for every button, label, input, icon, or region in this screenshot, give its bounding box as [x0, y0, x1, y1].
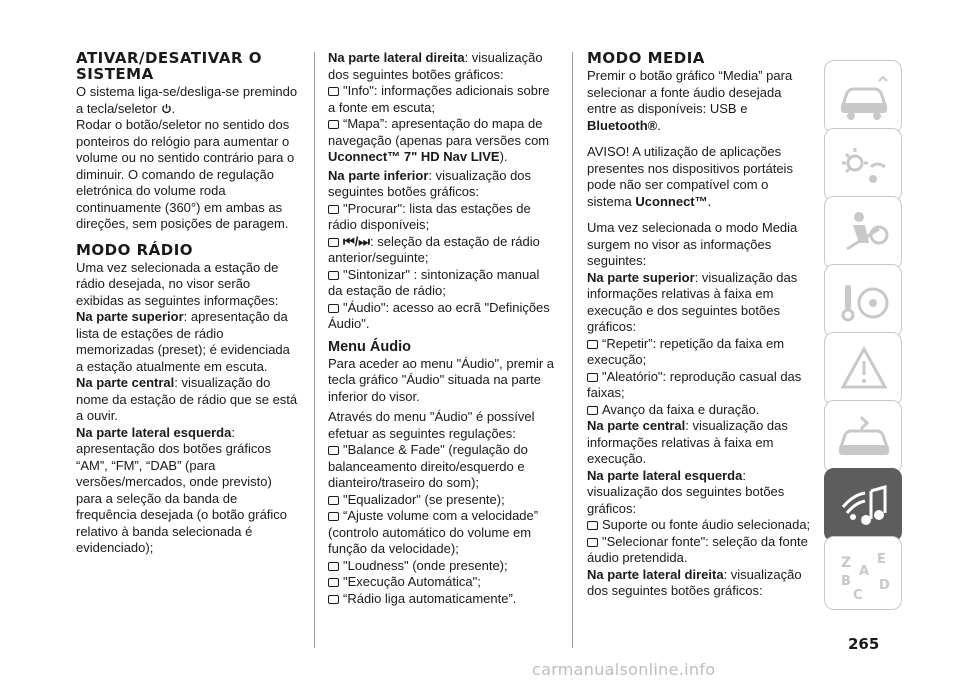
bullet-icon — [328, 578, 339, 587]
tab-driving[interactable] — [824, 264, 902, 338]
bullet-icon — [587, 340, 598, 349]
list-item — [328, 574, 556, 591]
list-item — [328, 234, 556, 267]
column-left — [76, 50, 298, 557]
paragraph — [587, 468, 813, 518]
list-item-text: : seleção da estação de rádio anterior/seguinte; — [328, 233, 540, 265]
list-item-text: "Áudio": acesso ao ecrã "Definições Áudio". — [328, 299, 550, 331]
list-item-text: “Repetir”: repetição da faixa em execução; — [587, 335, 785, 367]
bold-label: Uconnect™ — [635, 193, 708, 209]
list-item-text: “Ajuste volume com a velocidade” (controlo automático do volume em função da velocidade); — [328, 508, 539, 556]
list-item-text: ). — [499, 149, 508, 164]
bullet-icon — [328, 120, 339, 129]
tab-multimedia[interactable] — [824, 468, 902, 542]
tab-emergency[interactable] — [824, 332, 902, 406]
paragraph-text: : visualização dos seguintes botões gráficos: — [587, 467, 785, 516]
paragraph-text: . — [707, 193, 712, 209]
bold-label: Uconnect™ 7" HD Nav LIVE — [328, 149, 500, 164]
airbag-icon — [833, 205, 895, 263]
section-heading-system-on-off: ATIVAR/DESATIVAR O SISTEMA — [76, 49, 262, 83]
paragraph — [76, 309, 298, 375]
tab-safety[interactable] — [824, 196, 902, 270]
column-right — [587, 50, 813, 600]
list-item-text: "Aleatório": reprodução casual das faixas; — [587, 368, 802, 400]
column-middle — [328, 50, 556, 607]
bold-label: Na parte lateral esquerda — [587, 467, 743, 483]
list-item-text: “Mapa”: apresentação do mapa de navegação (apenas para versões com — [328, 116, 550, 148]
car-service-icon — [833, 409, 895, 467]
list-item-text: "Procurar": lista das estações de rádio disponíveis; — [328, 200, 531, 232]
tab-maintenance[interactable] — [824, 400, 902, 474]
index-letter-c: C — [853, 588, 863, 603]
bullet-icon — [328, 512, 339, 521]
list-item-text: "Balance & Fade" (regulação do balanceamento direito/esquerdo e dianteiro/traseiro do som); — [328, 442, 528, 490]
bullet-icon — [328, 446, 339, 455]
bullet-icon — [587, 406, 598, 415]
list-item — [328, 591, 556, 608]
list-item — [587, 402, 813, 419]
list-item-text: Suporte ou fonte áudio selecionada; — [602, 517, 811, 532]
bullet-icon — [587, 373, 598, 382]
paragraph-text: : visualização dos seguintes botões gráficos: — [328, 50, 543, 82]
key-steering-icon — [833, 273, 895, 331]
bold-label: Na parte superior — [587, 269, 695, 285]
paragraph: Para aceder ao menu "Áudio", premir a tecla gráfico "Áudio" situada na parte inferior do visor. — [328, 355, 555, 404]
section-heading-radio-mode: MODO RÁDIO — [76, 240, 194, 259]
bullet-icon — [328, 271, 339, 280]
list-item-text: "Equalizador" (se presente); — [343, 491, 505, 507]
bold-label: Na parte central — [587, 418, 686, 433]
paragraph — [587, 567, 813, 600]
list-item — [587, 534, 813, 567]
bold-label: Na parte lateral esquerda — [76, 424, 232, 440]
list-item — [328, 201, 556, 234]
list-item — [587, 369, 813, 402]
paragraph — [76, 375, 298, 425]
list-item — [328, 116, 556, 166]
list-item — [328, 442, 556, 492]
paragraph-text: : apresentação da lista de estações de rádio memorizadas (preset); é evidenciada a estação atualmente em escuta. — [76, 309, 290, 374]
bullet-icon — [328, 562, 339, 571]
list-item-text: “Rádio liga automaticamente”. — [343, 590, 517, 606]
paragraph-text: . — [171, 100, 176, 116]
paragraph-text: : visualização dos seguintes botões gráficos: — [328, 167, 532, 199]
paragraph-text: AVISO! A utilização de aplicações presentes nos dispositivos portáteis pode não ser compatível com o sistema — [587, 144, 793, 209]
list-item — [328, 267, 556, 300]
bold-label: Na parte inferior — [328, 167, 429, 183]
list-item — [328, 492, 556, 509]
bullet-icon — [328, 87, 339, 96]
power-icon — [161, 103, 172, 114]
paragraph — [76, 84, 298, 117]
bold-label: Na parte central — [76, 375, 175, 390]
bold-label: Na parte superior — [76, 309, 184, 324]
watermark: carmanualsonline.info — [532, 660, 716, 679]
dashboard-lights-icon — [833, 137, 895, 195]
index-letter-z: Z — [841, 555, 852, 571]
list-item — [587, 517, 813, 534]
list-item-text: Avanço da faixa e duração. — [602, 401, 760, 417]
section-heading-media-mode: MODO MEDIA — [587, 49, 705, 67]
list-item — [328, 508, 556, 558]
multimedia-icon — [833, 477, 895, 535]
paragraph — [587, 418, 813, 468]
paragraph-text: : visualização das informações relativas à faixa em execução e dos seguintes botões gráficos: — [587, 269, 798, 334]
page-number: 265 — [848, 635, 880, 653]
bullet-icon — [328, 496, 339, 505]
paragraph-text: O sistema liga-se/desliga-se premindo a tecla/seletor — [76, 84, 298, 116]
paragraph-text: : visualização das informações relativas à faixa em execução. — [587, 418, 788, 466]
chapter-tabs — [824, 60, 902, 610]
warning-paragraph — [587, 144, 813, 210]
paragraph-text: : visualização dos seguintes botões gráficos: — [587, 566, 802, 598]
paragraph: Uma vez selecionada o modo Media surgem no visor as informações seguintes: — [587, 220, 798, 268]
index-letter-a: A — [859, 564, 870, 579]
paragraph — [587, 68, 813, 134]
paragraph: Rodar o botão/seletor no sentido dos ponteiros do relógio para aumentar o volume ou no sentido contrário para o diminuir. O comando de regulação eletrónica do volume roda continuamente (360°) em ambas as direções, sem posições de paragem. — [76, 117, 295, 231]
list-item-text: "Loudness" (onde presente); — [343, 557, 508, 573]
bold-label: Na parte lateral direita — [328, 50, 465, 65]
index-letter-b: B — [841, 574, 851, 589]
car-icon — [833, 69, 895, 127]
paragraph: Através do menu "Áudio" é possível efetuar as seguintes regulações: — [328, 409, 535, 441]
column-divider — [314, 52, 315, 648]
paragraph: Uma vez selecionada a estação de rádio desejada, no visor serão exibidas as seguintes informações: — [76, 259, 279, 308]
paragraph — [328, 50, 556, 83]
tab-dashboard[interactable] — [824, 128, 902, 202]
paragraph — [76, 425, 298, 557]
index-letters-icon — [833, 545, 895, 603]
list-item — [587, 336, 813, 369]
bold-label: Bluetooth® — [587, 117, 658, 133]
list-item-text: "Execução Automática"; — [343, 574, 481, 589]
list-item — [328, 558, 556, 575]
paragraph-text: : apresentação dos botões gráficos “AM”, “FM”, “DAB” (para versões/mercados, onde previsto) para a seleção da banda de frequência desejada (o botão gráfico relativo à banda selecionada é evidenciado); — [76, 424, 288, 555]
bullet-icon — [328, 595, 339, 604]
bold-label: Na parte lateral direita — [587, 566, 724, 582]
bullet-icon — [587, 538, 598, 547]
paragraph-text: : visualização do nome da estação de rádio que se está a ouvir. — [76, 375, 298, 423]
list-item-text: "Selecionar fonte": seleção da fonte áudio pretendida. — [587, 533, 808, 565]
index-letter-d: D — [879, 578, 890, 593]
paragraph-text: . — [657, 117, 661, 133]
warning-road-icon — [833, 341, 895, 399]
list-item — [328, 83, 556, 116]
list-item-text: "Info": informações adicionais sobre a fonte em escuta; — [328, 83, 550, 115]
index-letter-e: E — [877, 552, 886, 567]
paragraph — [328, 168, 556, 201]
tab-car[interactable] — [824, 60, 902, 134]
bullet-icon — [328, 205, 339, 214]
list-item-text: "Sintonizar" : sintonização manual da estação de rádio; — [328, 266, 540, 298]
prev-next-icon: ⏮/⏭ — [343, 233, 371, 249]
column-divider — [572, 52, 573, 648]
bullet-icon — [328, 304, 339, 313]
tab-index[interactable] — [824, 536, 902, 610]
paragraph — [587, 270, 813, 336]
bullet-icon — [328, 238, 339, 247]
bullet-icon — [587, 521, 598, 530]
list-item — [328, 300, 556, 333]
paragraph-text: Premir o botão gráfico “Media” para selecionar a fonte áudio desejada entre as disponíveis: USB e — [587, 68, 793, 116]
section-heading-audio-menu: Menu Áudio — [328, 338, 411, 355]
